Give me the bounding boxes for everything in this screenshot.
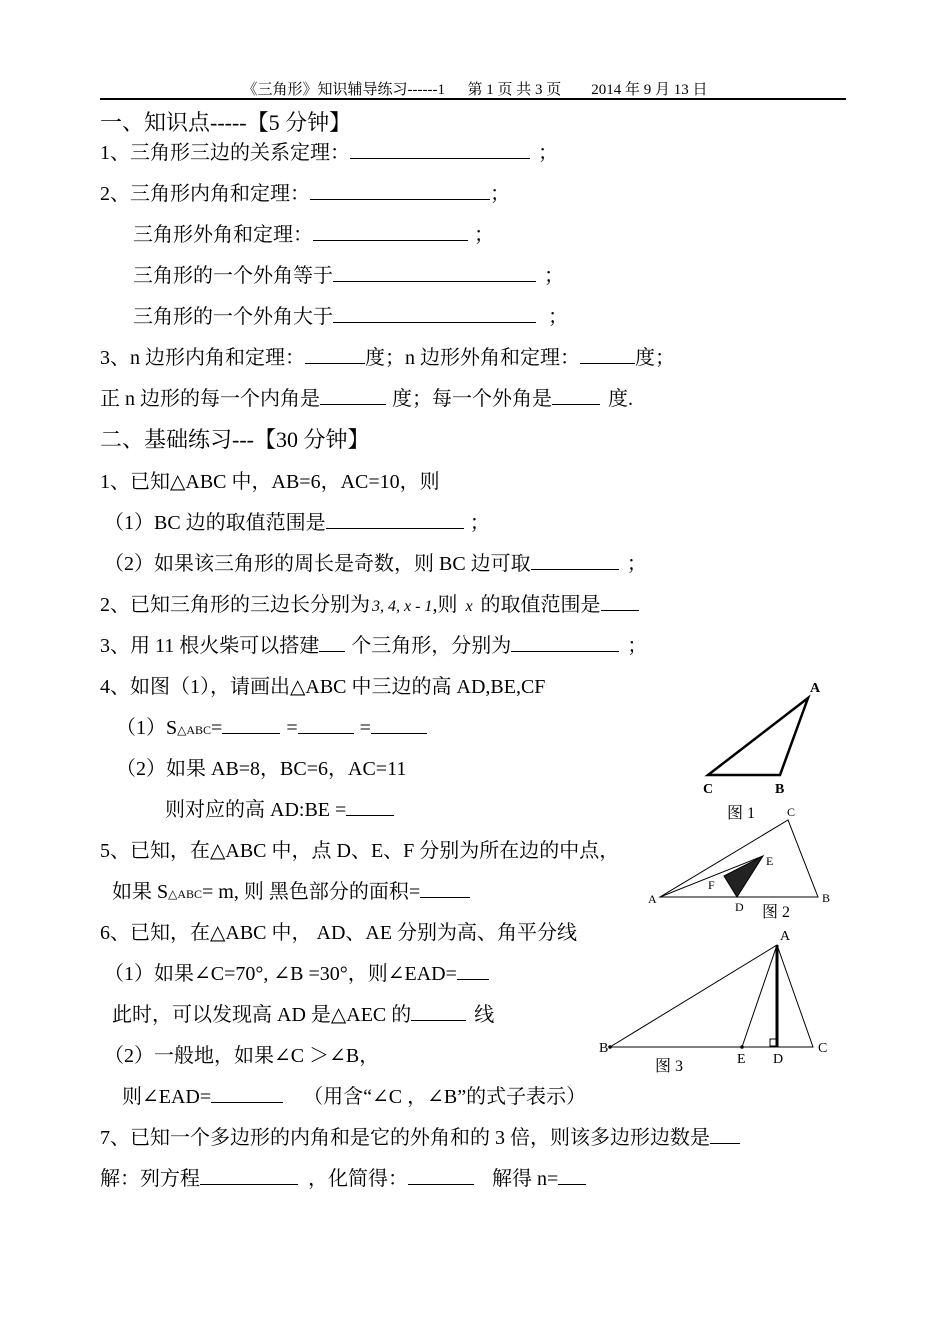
p5a-line bbox=[112, 879, 470, 907]
p4c-line bbox=[165, 797, 394, 823]
fig3-triangle bbox=[610, 945, 813, 1047]
p2-text-c: 的取值范围是 bbox=[480, 594, 601, 616]
fig2-shaded-region bbox=[724, 856, 763, 897]
fig3-label-c: C bbox=[818, 1041, 828, 1056]
p1b-text: （2）如果该三角形的周长是奇数，则 BC 边可取 bbox=[104, 553, 531, 575]
fig3-label-e: E bbox=[737, 1052, 746, 1067]
p4-text: 4、如图（1），请画出△ABC 中三边的高 AD,BE,CF bbox=[100, 676, 546, 698]
q3b-blank-2[interactable] bbox=[552, 390, 600, 405]
p1-text: 1、已知△ABC 中，AB=6，AC=10，则 bbox=[100, 471, 440, 493]
fig3-point-e bbox=[740, 1045, 744, 1049]
p3-blank-1[interactable] bbox=[319, 637, 345, 652]
q3-text-b: 度；n 边形外角和定理： bbox=[365, 347, 580, 369]
section2-title: 二、基础练习---【30 分钟】 bbox=[100, 427, 370, 452]
fig1-label-a: A bbox=[810, 681, 821, 696]
p1a-end: ； bbox=[469, 512, 490, 534]
p6-text: 6、已知，在△ABC 中， AD、AE 分别为高、角平分线 bbox=[100, 922, 578, 944]
fig3-label-a: A bbox=[780, 929, 791, 944]
p6b-line bbox=[112, 1002, 494, 1028]
fig3-label-b: B bbox=[599, 1041, 609, 1056]
header-rule bbox=[100, 98, 846, 100]
q3b-text-c: 度. bbox=[608, 388, 633, 410]
p5-text: 5、已知，在△ABC 中，点 D、E、F 分别为所在边的中点， bbox=[100, 840, 620, 862]
p4a-blank-3[interactable] bbox=[371, 719, 427, 734]
p4c-blank[interactable] bbox=[346, 801, 394, 816]
p1b-blank[interactable] bbox=[531, 555, 619, 570]
q2c-end: ； bbox=[544, 265, 564, 287]
q3b-line bbox=[100, 386, 633, 412]
p7-line bbox=[100, 1125, 740, 1151]
fig2-label-a: A bbox=[648, 892, 657, 906]
q1-blank[interactable] bbox=[350, 144, 530, 159]
p3-blank-2[interactable] bbox=[511, 637, 619, 652]
p4b-text: （2）如果 AB=8，BC=6，AC=11 bbox=[116, 758, 407, 780]
q2d-end: ； bbox=[548, 306, 568, 328]
p4a-blank-2[interactable] bbox=[298, 719, 354, 734]
p4a-sub: △ABC bbox=[177, 723, 212, 737]
p2-text-b: ,则 bbox=[432, 594, 458, 616]
fig3-bisector-ae bbox=[742, 945, 777, 1047]
p7a-blank-1[interactable] bbox=[200, 1170, 298, 1185]
q3b-blank-1[interactable] bbox=[320, 390, 386, 405]
q3-blank-1[interactable] bbox=[305, 349, 365, 364]
p2-var: x bbox=[465, 598, 473, 615]
p7-blank[interactable] bbox=[710, 1129, 740, 1144]
q2-text: 2、三角形内角和定理： bbox=[100, 183, 310, 205]
p5a-sub: △ABC bbox=[168, 887, 203, 901]
p7a-blank-2[interactable] bbox=[408, 1170, 474, 1185]
q3b-text-b: 度；每一个外角是 bbox=[392, 388, 552, 410]
fig2-label-d: D bbox=[735, 900, 744, 914]
q2d-text: 三角形的一个外角大于 bbox=[133, 306, 333, 328]
q2b-line bbox=[133, 222, 494, 248]
q3b-text-a: 正 n 边形的每一个内角是 bbox=[100, 388, 320, 410]
p4a-text-b: = bbox=[211, 717, 223, 739]
q3-line bbox=[100, 345, 675, 371]
q3-text-c: 度； bbox=[635, 347, 675, 369]
q2c-blank[interactable] bbox=[333, 267, 536, 282]
fig1-label-b: B bbox=[775, 782, 785, 797]
p6b-text-a: 此时，可以发现高 AD 是△AEC 的 bbox=[112, 1004, 412, 1026]
p2-blank[interactable] bbox=[601, 596, 639, 611]
p5a-blank[interactable] bbox=[420, 883, 470, 898]
figure-2 bbox=[640, 800, 840, 925]
section1-title: 一、知识点-----【5 分钟】 bbox=[100, 110, 352, 135]
q2-end: ； bbox=[490, 183, 510, 205]
fig2-label-c: C bbox=[787, 805, 796, 819]
p7a-text-c: 解得 n= bbox=[492, 1168, 559, 1190]
q3-blank-2[interactable] bbox=[580, 349, 635, 364]
q1-end: ； bbox=[538, 142, 558, 164]
page-header: 《三角形》知识辅导练习------1 第 1 页 共 3 页 2014 年 9 月 13 日 bbox=[242, 82, 708, 98]
p6d-text-a: 则∠EAD= bbox=[122, 1086, 212, 1108]
q2-line bbox=[100, 181, 510, 207]
p1b-line bbox=[104, 551, 647, 577]
q3-text-a: 3、n 边形内角和定理： bbox=[100, 347, 305, 369]
p6a-line bbox=[104, 961, 489, 987]
p7a-text-b: ，化简得： bbox=[308, 1168, 408, 1190]
p5a-text-b: = m, 则 黑色部分的面积= bbox=[202, 881, 421, 903]
p4c-text: 则对应的高 AD:BE = bbox=[165, 799, 347, 821]
p6d-line bbox=[122, 1084, 586, 1110]
p2-expr: 3, 4, x - 1 bbox=[372, 598, 433, 615]
fig3-label-d: D bbox=[773, 1052, 784, 1067]
p4a-text-d: = bbox=[359, 717, 371, 739]
fig2-caption: 图 2 bbox=[762, 904, 791, 921]
q1-text: 1、三角形三边的关系定理： bbox=[100, 142, 350, 164]
p3-end: ； bbox=[627, 635, 648, 657]
p6d-text-b: （用含“∠C ，∠B”的式子表示） bbox=[303, 1086, 587, 1108]
p2-line bbox=[100, 592, 639, 620]
p7-text: 7、已知一个多边形的内角和是它的外角和的 3 倍，则该多边形边数是 bbox=[100, 1127, 710, 1149]
p6b-blank[interactable] bbox=[411, 1006, 466, 1021]
p1b-end: ； bbox=[626, 553, 647, 575]
p3-text-a: 3、用 11 根火柴可以搭建 bbox=[100, 635, 320, 657]
q2b-end: ； bbox=[474, 224, 494, 246]
p6b-text-b: 线 bbox=[474, 1004, 495, 1026]
p6c-text: （2）一般地，如果∠C ＞∠B， bbox=[104, 1045, 380, 1067]
fig2-label-e: E bbox=[766, 854, 774, 868]
q2b-blank[interactable] bbox=[313, 226, 468, 241]
p6d-blank[interactable] bbox=[211, 1088, 283, 1103]
fig3-point-b bbox=[608, 1045, 612, 1049]
p4a-text-c: = bbox=[286, 717, 298, 739]
q2c-text: 三角形的一个外角等于 bbox=[133, 265, 333, 287]
p7a-blank-3[interactable] bbox=[558, 1170, 586, 1185]
p4a-blank-1[interactable] bbox=[222, 719, 280, 734]
figure-3 bbox=[590, 920, 840, 1085]
p6a-blank[interactable] bbox=[457, 965, 489, 980]
p2-text-a: 2、已知三角形的三边长分别为 bbox=[100, 594, 370, 616]
q1-line bbox=[100, 140, 558, 166]
q2d-blank[interactable] bbox=[333, 308, 536, 323]
fig1-label-c: C bbox=[703, 782, 714, 797]
p3-line bbox=[100, 633, 647, 659]
q2-blank[interactable] bbox=[310, 185, 490, 200]
p7a-text-a: 解：列方程 bbox=[100, 1168, 200, 1190]
fig1-triangle bbox=[708, 698, 808, 775]
p7a-line bbox=[100, 1166, 586, 1192]
q2b-text: 三角形外角和定理： bbox=[133, 224, 313, 246]
p6a-text: （1）如果∠C=70°, ∠B =30°，则∠EAD= bbox=[104, 963, 457, 985]
q2d-line bbox=[133, 304, 568, 330]
fig3-caption: 图 3 bbox=[655, 1058, 684, 1075]
p1a-line bbox=[104, 510, 490, 536]
fig2-label-f: F bbox=[708, 878, 715, 892]
fig2-label-b: B bbox=[822, 891, 831, 905]
p1a-text: （1）BC 边的取值范围是 bbox=[104, 512, 326, 534]
fig1-caption: 图 1 bbox=[727, 805, 756, 822]
p5a-text-a: 如果 S bbox=[112, 881, 169, 903]
p3-text-b: 个三角形，分别为 bbox=[351, 635, 512, 657]
p4a-line bbox=[116, 715, 427, 743]
p1a-blank[interactable] bbox=[326, 514, 464, 529]
q2c-line bbox=[133, 263, 564, 289]
p4a-text-a: （1）S bbox=[116, 717, 178, 739]
